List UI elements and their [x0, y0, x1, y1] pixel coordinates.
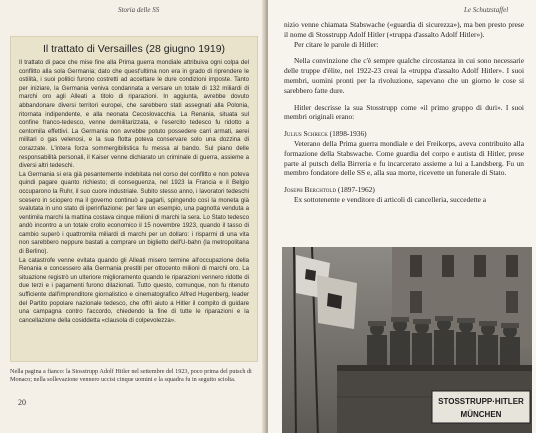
running-head-left: Storia delle SS [118, 6, 160, 14]
left-page [0, 0, 266, 433]
body-paragraph: nizio venne chiamata Stabswache («guardia di sicurezza»), ma ben presto prese il nome di Stosstrupp Adolf Hitler («truppa d'assalto Adolf Hitler»). [284, 20, 524, 39]
box-paragraph: La catastrofe venne evitata quando gli Alleati misero termine all'occupazione della Renania e concessero alla Germania prestiti per ottocento milioni di marchi oro. La situazione registrò un ulteriore miglioramento quando le riparazioni vennero ridotte di due terzi e i pagamenti furono dilazionati. Tutto questo, comunque, non fu ritenuto sufficiente dall'imprenditore giornalistico e cinematografico Alfred Hugenberg, leader del Partito popolare nazionale tedesco, che offrì aiuto a Hitler il compito di guidare una campagna contro l'accordo, chiedendo la fine di tutte le riparazioni e la cancellazione della cosiddetta «clausola di colpevolezza». [19, 256, 249, 324]
photo-illustration [282, 247, 532, 433]
truck-sign-line-1: STOSSTRUPP·HITLER [438, 397, 524, 406]
right-page [268, 0, 536, 433]
page-number: 20 [18, 398, 26, 407]
box-paragraph: Il trattato di pace che mise fine alla Prima guerra mondiale attribuiva ogni colpa del conflitto alla sola Germania; dato che quest'ultima non era in grado di riprendere le ostilità, i suoi politici furono costretti ad accettare le dure condizioni imposte. Tanto per iniziare, la Germania veniva condannata a versare un totale di 132 miliardi di marchi oro agli Alleati a titolo di riparazioni. In aggiunta, avrebbe dovuto abbandonare diversi territori europei, che sarebbero stati assegnati alla Polonia, ritornata indipendente, e alla neonata Cecoslovacchia. La Renania, situata sul confine franco-tedesco, venne demilitarizzata, e l'esercito tedesco fu ridotto a centomila effettivi. La Germania non avrebbe potuto possedere carri armati, aerei militari o gas velenosi, e la sua flotta poteva conservare solo una dozzina di corazzate. L'intera forza sommergibilistica fu messa al bando. Sul piano delle responsabilità personali, il Kaiser venne dichiarato un criminale di guerra, assieme a diversi altri tedeschi. [19, 59, 249, 170]
body-text [284, 20, 524, 205]
body-paragraph: Veterano della Prima guerra mondiale e dei Freikorps, aveva contribuito alla formazione della Stabswache. Come guardia del corpo e autista di Hitler, prese parte al putsch della Birreria e fu incarcerato assieme a lui a Landsberg. Fu un membro fondatore delle SS e, alla sua morte, ricevette un funerale di Stato. [284, 138, 524, 178]
photo-caption: Nella pagina a fianco: la Stosstrupp Adolf Hitler nel settembre del 1923, poco prima del putsch di Monaco; nella sollevazione vennero uccisi cinque uomini e la squadra fu in seguito sciolta. [10, 368, 252, 383]
sidebar-box-versailles [10, 36, 258, 362]
running-head-right: Le Schutzstaffel [464, 6, 509, 14]
box-body [19, 59, 249, 325]
body-paragraph: Per citare le parole di Hitler: [294, 39, 379, 49]
member-heading: Joseph Berchtold (1897-1962) [284, 185, 375, 195]
body-paragraph: Hitler descrisse la sua Stosstrupp come «il primo gruppo di duri». I suoi membri originali erano: [284, 102, 524, 122]
historical-photo [282, 247, 532, 433]
box-title: Il trattato di Versailles (28 giugno 1919) [42, 43, 226, 55]
body-paragraph: Ex sottotenente e venditore di articoli di cancelleria, succedette a [294, 194, 487, 204]
member-heading: Julius Schreck (1898-1936) [284, 129, 367, 139]
truck-sign-line-2: MÜNCHEN [460, 410, 502, 419]
box-paragraph: La Germania si era già pesantemente indebitata nel corso del conflitto e non poteva quindi pagare quanto richiesto; di conseguenza, nel 1923 la Francia e il Belgio occuparono la Ruhr, il suo cuore industriale. Subito stesso anno, i lavoratori tedeschi scesero in sciopero ma il governo continuò a pagarli, spingendo così la moneta già svalutata in uno stato di iperinflazione: per fare un esempio, una pagnotta venduta a ventimila marchi la mattina costava cinque milioni di marchi la sera. Lo Stato tedesco andò incontro a un totale crollo economico il 15 novembre 1923, quando il tasso di cambio superò i quattromila miliardi di marchi per un dollaro: i risparmi di una vita non sarebbero neppure bastati a comprare un biglietto dell'U-bahn (la metropolitana di Berlino). [19, 170, 249, 256]
quote-paragraph: Nella convinzione che c'è sempre qualche circostanza in cui sono necessarie delle truppe d'élite, nel 1922-23 creai la «truppa d'assalto Adolf Hitler». I suoi membri, uomini pronti per la rivoluzione, sapevano che un giorno le cose si sarebbero fatte dure. [284, 56, 524, 95]
